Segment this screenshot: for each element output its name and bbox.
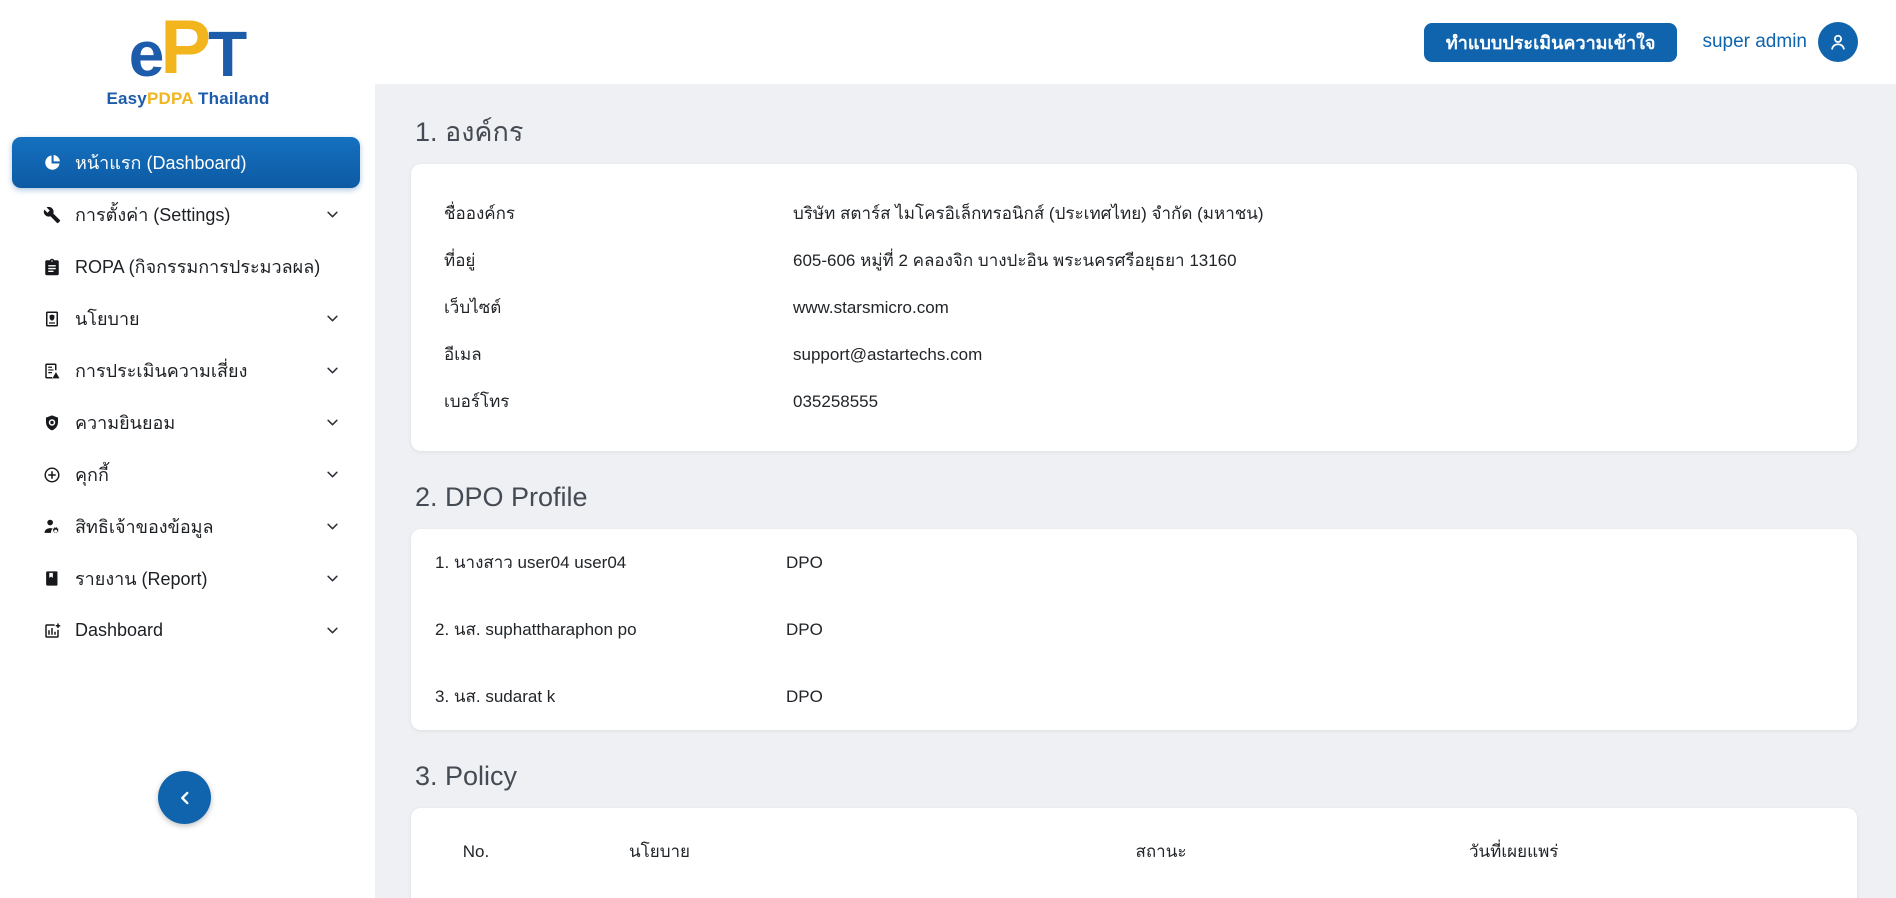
avatar[interactable] bbox=[1818, 22, 1858, 62]
chevron-down-icon bbox=[325, 467, 340, 482]
bar-chart-icon bbox=[42, 621, 62, 641]
dpo-row bbox=[411, 663, 1857, 730]
field-label: อีเมล bbox=[444, 345, 482, 364]
sidebar-item-policy[interactable] bbox=[12, 293, 360, 344]
sidebar-item-label: ROPA (กิจกรรมการประมวลผล) bbox=[75, 257, 321, 277]
field-value: www.starsmicro.com bbox=[793, 297, 949, 317]
cookie-icon bbox=[42, 465, 62, 485]
sidebar-item-label: รายงาน (Report) bbox=[75, 569, 208, 589]
pie-chart-icon bbox=[42, 153, 62, 173]
organization-field-row bbox=[411, 378, 1857, 425]
sidebar-item-data-subject-rights[interactable] bbox=[12, 501, 360, 552]
sidebar-item-label: สิทธิเจ้าของข้อมูล bbox=[75, 517, 214, 537]
sidebar-item-consent[interactable] bbox=[12, 397, 360, 448]
field-label: ชื่อองค์กร bbox=[444, 204, 516, 223]
section-title-policy: 3. Policy bbox=[415, 761, 518, 791]
chevron-down-icon bbox=[325, 363, 340, 378]
dpo-name: 2. นส. suphattharaphon po bbox=[435, 620, 637, 639]
clipboard-icon bbox=[42, 257, 62, 277]
organization-card bbox=[411, 164, 1857, 451]
chevron-down-icon bbox=[325, 207, 340, 222]
chevron-down-icon bbox=[325, 571, 340, 586]
policy-column-header: No. bbox=[462, 842, 490, 861]
organization-field-row bbox=[411, 331, 1857, 378]
logo-word-easy: Easy bbox=[106, 89, 147, 108]
section-title-dpo: 2. DPO Profile bbox=[415, 482, 588, 512]
chevron-down-icon bbox=[325, 623, 340, 638]
sidebar-item-label: หน้าแรก (Dashboard) bbox=[75, 153, 247, 173]
chevron-down-icon bbox=[325, 519, 340, 534]
logo-letter-t: T bbox=[208, 18, 248, 90]
policy-document-icon bbox=[42, 309, 62, 329]
sidebar-item-label: Dashboard bbox=[75, 620, 164, 640]
report-book-icon bbox=[42, 569, 62, 589]
sidebar-item-report[interactable] bbox=[12, 553, 360, 604]
logo-wordmark bbox=[78, 90, 298, 107]
field-label: เบอร์โทร bbox=[444, 392, 510, 411]
dpo-role: DPO bbox=[786, 552, 823, 572]
consent-shield-icon bbox=[42, 413, 62, 433]
field-value: บริษัท สตาร์ส ไมโครอิเล็กทรอนิกส์ (ประเทศไทย) จำกัด (มหาชน) bbox=[793, 204, 1264, 223]
logo-letter-e: e bbox=[128, 18, 165, 90]
assessment-button[interactable]: ทำแบบประเมินความเข้าใจ bbox=[1424, 23, 1678, 62]
dpo-role: DPO bbox=[786, 686, 823, 706]
sidebar-item-cookie[interactable] bbox=[12, 449, 360, 500]
field-label: เว็บไซต์ bbox=[444, 298, 502, 317]
sidebar-menu bbox=[12, 137, 360, 656]
dpo-card bbox=[411, 529, 1857, 730]
field-label: ที่อยู่ bbox=[444, 251, 476, 270]
sidebar-item-risk-assessment[interactable] bbox=[12, 345, 360, 396]
sidebar-item-settings[interactable] bbox=[12, 189, 360, 240]
dpo-row bbox=[411, 529, 1857, 596]
sidebar-item-label: คุกกี้ bbox=[75, 465, 109, 485]
chevron-down-icon bbox=[325, 311, 340, 326]
section-title-organization: 1. องค์กร bbox=[415, 117, 524, 147]
logo-word-thailand: Thailand bbox=[198, 89, 270, 108]
chevron-left-icon bbox=[174, 787, 196, 809]
username-label: super admin bbox=[1702, 31, 1807, 52]
logo-word-pdpa: PDPA bbox=[146, 89, 194, 108]
chevron-down-icon bbox=[325, 415, 340, 430]
user-icon bbox=[1827, 31, 1849, 53]
topbar bbox=[375, 0, 1896, 84]
dpo-name: 3. นส. sudarat k bbox=[435, 687, 556, 706]
policy-column-header: นโยบาย bbox=[629, 842, 691, 861]
policy-table-header bbox=[411, 808, 1857, 898]
risk-assessment-icon bbox=[42, 361, 62, 381]
policy-card bbox=[411, 808, 1857, 898]
policy-column-header: สถานะ bbox=[1135, 842, 1187, 861]
dpo-name: 1. นางสาว user04 user04 bbox=[435, 553, 627, 572]
sidebar-item-label: การประเมินความเสี่ยง bbox=[75, 361, 248, 381]
sidebar bbox=[0, 0, 375, 898]
sidebar-item-home[interactable] bbox=[12, 137, 360, 188]
field-value: support@astartechs.com bbox=[793, 344, 983, 364]
person-gear-icon bbox=[42, 517, 62, 537]
organization-field-row bbox=[411, 190, 1857, 237]
field-value: 605-606 หมู่ที่ 2 คลองจิก บางปะอิน พระนครศรีอยุธยา 13160 bbox=[793, 251, 1237, 270]
sidebar-item-label: การตั้งค่า (Settings) bbox=[75, 205, 231, 225]
sidebar-item-ropa[interactable] bbox=[12, 241, 360, 292]
field-value: 035258555 bbox=[793, 391, 879, 411]
wrench-icon bbox=[42, 205, 62, 225]
organization-field-row bbox=[411, 237, 1857, 284]
logo-mark bbox=[78, 5, 298, 90]
dpo-role: DPO bbox=[786, 619, 823, 639]
sidebar-item-label: นโยบาย bbox=[75, 309, 140, 329]
organization-field-row bbox=[411, 284, 1857, 331]
dpo-row bbox=[411, 596, 1857, 663]
sidebar-item-label: ความยินยอม bbox=[75, 413, 176, 433]
policy-column-header: วันที่เผยแพร่ bbox=[1469, 842, 1559, 861]
easypdpa-logo bbox=[78, 5, 298, 108]
main-content bbox=[375, 84, 1896, 898]
sidebar-item-dashboard[interactable] bbox=[12, 605, 360, 656]
logo-letter-p: P bbox=[160, 5, 212, 90]
sidebar-collapse-button[interactable] bbox=[158, 771, 211, 824]
